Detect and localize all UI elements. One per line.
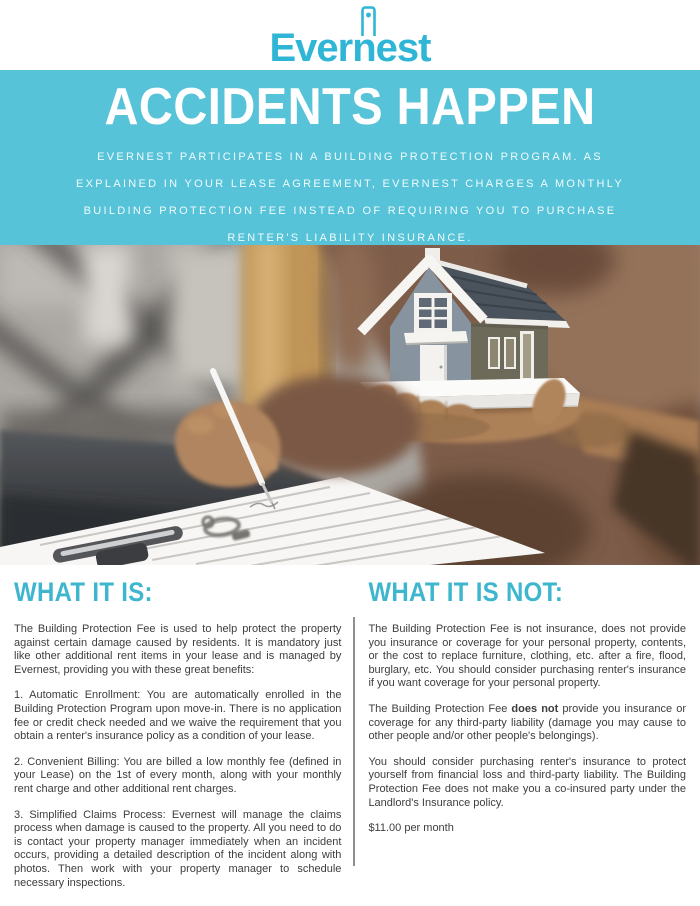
evernest-logo [270,28,431,70]
logo-wordmark: Evernest [269,26,431,70]
hero-paragraph: EVERNEST PARTICIPATES IN A BUILDING PROTECTION PROGRAM. AS EXPLAINED IN YOUR LEASE AGREEMENT, EVERNEST CHARGES A MONTHLY BUILDING PROTECTION FEE INSTEAD OF REQUIRING YOU TO PURCHASE RENTER'S LIABILITY INSURANCE. [75,151,625,244]
what-it-is-heading: WHAT IT IS: [14,578,153,608]
column-divider [353,617,355,866]
house-door-icon [360,6,377,40]
hero-title: ACCIDENTS HAPPEN [104,76,596,136]
what-it-is-paragraph-4: 3. Simplified Claims Process: Evernest will manage the claims process when damage is caused to the property. All you need to do is contact your property manager immediately when an incident occurs, providing a detailed description of the incident along with photos. Then work with your property manager to schedule necessary inspections. [14,808,342,889]
paragraph-2-end: provide you insurance or coverage for any third-party liability (damage you may cause to other people and/or other people's belongings). [368,702,686,743]
what-it-is-section [14,578,341,902]
what-it-is-not-paragraph-2 [368,703,686,744]
what-it-is-paragraph-1: The Building Protection Fee is used to help protect the property against certain damage caused by residents. It is mandatory just like other additional rent items in your lease and is managed by Evernest, providing you with these great benefits: [14,623,342,676]
body-columns [0,565,700,902]
hero-banner [0,70,700,245]
monthly-price: $11.00 per month [368,822,454,835]
header [0,0,700,70]
what-it-is-not-paragraph-1: The Building Protection Fee is not insurance, does not provide you insurance or coverage for your personal property, contents, or the cost to replace furniture, clothing, etc. after a fire, flood, burglary, etc. You should consider purchasing renter's insurance if you want coverage for your personal property. [368,623,686,690]
what-it-is-paragraph-3: 2. Convenient Billing: You are billed a low monthly fee (defined in your Lease) on the 1st of every month, along with your monthly rent charge and other additional rent charges. [14,755,342,795]
does-not-emphasis: does not [511,702,559,715]
what-it-is-not-paragraph-3: You should consider purchasing renter's insurance to protect yourself from financial loss and third-party liability. The Building Protection Fee does not make you a co-insured party under the Landlord's Insurance policy. [368,755,686,809]
what-it-is-not-heading: WHAT IT IS NOT: [368,578,564,608]
what-it-is-paragraph-2: 1. Automatic Enrollment: You are automatically enrolled in the Building Protection Program upon move-in. There is no application fee or credit check needed and we waive the requirement that you obtain a renter's insurance policy as a condition of your lease. [14,689,342,743]
paragraph-2-start: The Building Protection Fee [368,702,512,715]
hero-photo [0,245,700,565]
what-it-is-not-section [368,578,686,902]
